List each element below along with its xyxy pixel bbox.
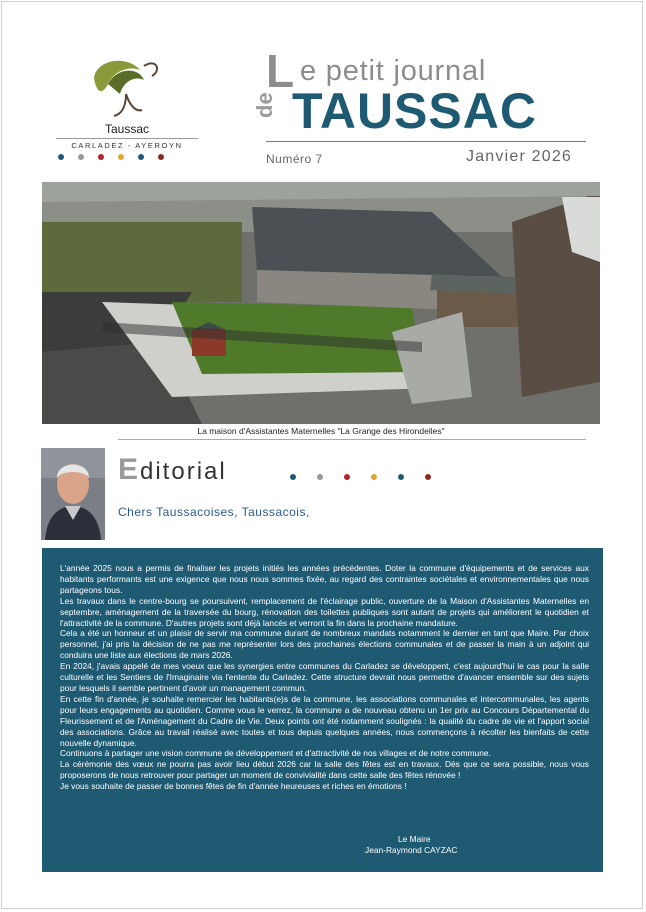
logo-subtitle: CARLADEZ - AYEROYN xyxy=(71,141,183,150)
editorial-paragraph: Les travaux dans le centre-bourg se poursuivent, remplacement de l'éclairage public, ouverture de la Maison d'Assistantes Maternelles en septembre, aménagement de la traversée du bourg, rénovation des toilettes publiques sont autant de projets qui améliorent le quotidien et l'attractivité de la commune. D'autres projets sont déjà lancés et verront la fin dans la prochaine mandature. xyxy=(60,595,589,628)
caption-divider xyxy=(118,439,586,440)
editorial-signature xyxy=(365,834,457,856)
swallow-logo-icon xyxy=(86,50,166,120)
editorial-paragraph: En cette fin d'année, je souhaite remercier les habitants(e)s de la commune, les associations communales et intercommunales, les agents pour leurs engagements au quotidien. Comme vous le verrez, la commune a de nouveau obtenu un 1er prix au Concours Départemental du Fleurissement et de l'Aménagement du Cadre de Vie. Deux points ont été notamment soulignés : la qualité du cadre de vie et l'apport social des associations. Grâce au travail réalisé avec toutes et tous depuis quelques années, nous commençons à récolter les bienfaits de cette nouvelle dynamique. xyxy=(60,693,589,748)
commune-logo xyxy=(52,50,202,175)
logo-dot xyxy=(118,154,124,160)
editorial-body xyxy=(60,563,589,792)
editorial-dot xyxy=(425,474,431,480)
issue-date: Janvier 2026 xyxy=(466,148,573,165)
editorial-paragraph: Continuons à partager une vision commune de développement et d'attractivité de nos villages et de notre commune. xyxy=(60,748,491,759)
editorial-paragraph: L'année 2025 nous a permis de finaliser les projets initiés les années précédentes. Doter la commune d'équipements et de services aux habitants performants est une exigence que nous nous sommes fixée, au regard des contraintes sociétales et environnementales que nous partageons tous. xyxy=(60,563,589,595)
logo-dot xyxy=(78,154,84,160)
editorial-dot xyxy=(371,474,377,480)
editorial-title: ditorial xyxy=(140,458,227,485)
logo-divider xyxy=(56,138,198,139)
masthead-de: de xyxy=(252,92,277,118)
masthead-divider xyxy=(266,141,586,142)
logo-name: Taussac xyxy=(104,122,150,136)
editorial-dot xyxy=(290,474,296,480)
editorial-dot xyxy=(344,474,350,480)
editorial-initial: E xyxy=(118,453,139,486)
logo-dot xyxy=(58,154,64,160)
masthead-letter-l: L xyxy=(266,45,295,97)
logo-dot xyxy=(138,154,144,160)
editorial-paragraph: En 2024, j'avais appelé de mes voeux que les synergies entre communes du Carladez se développent, c'est aujourd'hui le cas pour la salle culturelle et les Sentiers de l'Imaginaire via l'entente du Carladez. Cette structure devrait nous permettre d'avancer ensemble sur des sujets pour lesquels il semble pertinent d'avoir un management commun. xyxy=(60,661,589,693)
photo-caption: La maison d'Assistantes Maternelles "La Grange des Hirondelles" xyxy=(197,426,445,436)
editorial-dot xyxy=(398,474,404,480)
issue-number: Numéro 7 xyxy=(266,152,323,166)
editorial-dot xyxy=(317,474,323,480)
editorial-color-dots xyxy=(290,474,431,480)
logo-dot xyxy=(98,154,104,160)
portrait-illustration xyxy=(41,448,105,540)
editorial-greeting: Chers Taussacoises, Taussacois, xyxy=(118,505,310,519)
building-photo-illustration xyxy=(42,182,600,424)
signature-title: Le Maire xyxy=(398,834,431,844)
logo-dot xyxy=(158,154,164,160)
signature-name: Jean-Raymond CAYZAC xyxy=(365,844,458,855)
editorial-paragraph: Cela a été un honneur et un plaisir de servir ma commune durant de nombreux mandats notamment le dernier en tant que Maire. Par choix personnel, j'ai pris la décision de ne pas me représenter lors des prochaines élections communales et de passer la main à un adjoint qui conduira une liste aux élections de mars 2026. xyxy=(60,628,589,661)
editorial-paragraph: La cérémonie des vœux ne pourra pas avoir lieu début 2026 car la salle des fêtes est en travaux. Dès que ce sera possible, nous vous proposerons de nous retrouver pour partager un moment de convivialité dans cette salle des fêtes rénovée ! xyxy=(60,759,589,781)
masthead-petit-journal: e petit journal xyxy=(300,55,487,87)
cover-photo xyxy=(42,182,600,424)
masthead-taussac: TAUSSAC xyxy=(292,83,537,139)
mayor-portrait xyxy=(41,448,105,540)
logo-color-dots xyxy=(58,154,164,160)
editorial-paragraph: Je vous souhaite de passer de bonnes fêtes de fin d'année heureuses et riches en émotions ! xyxy=(60,781,407,792)
